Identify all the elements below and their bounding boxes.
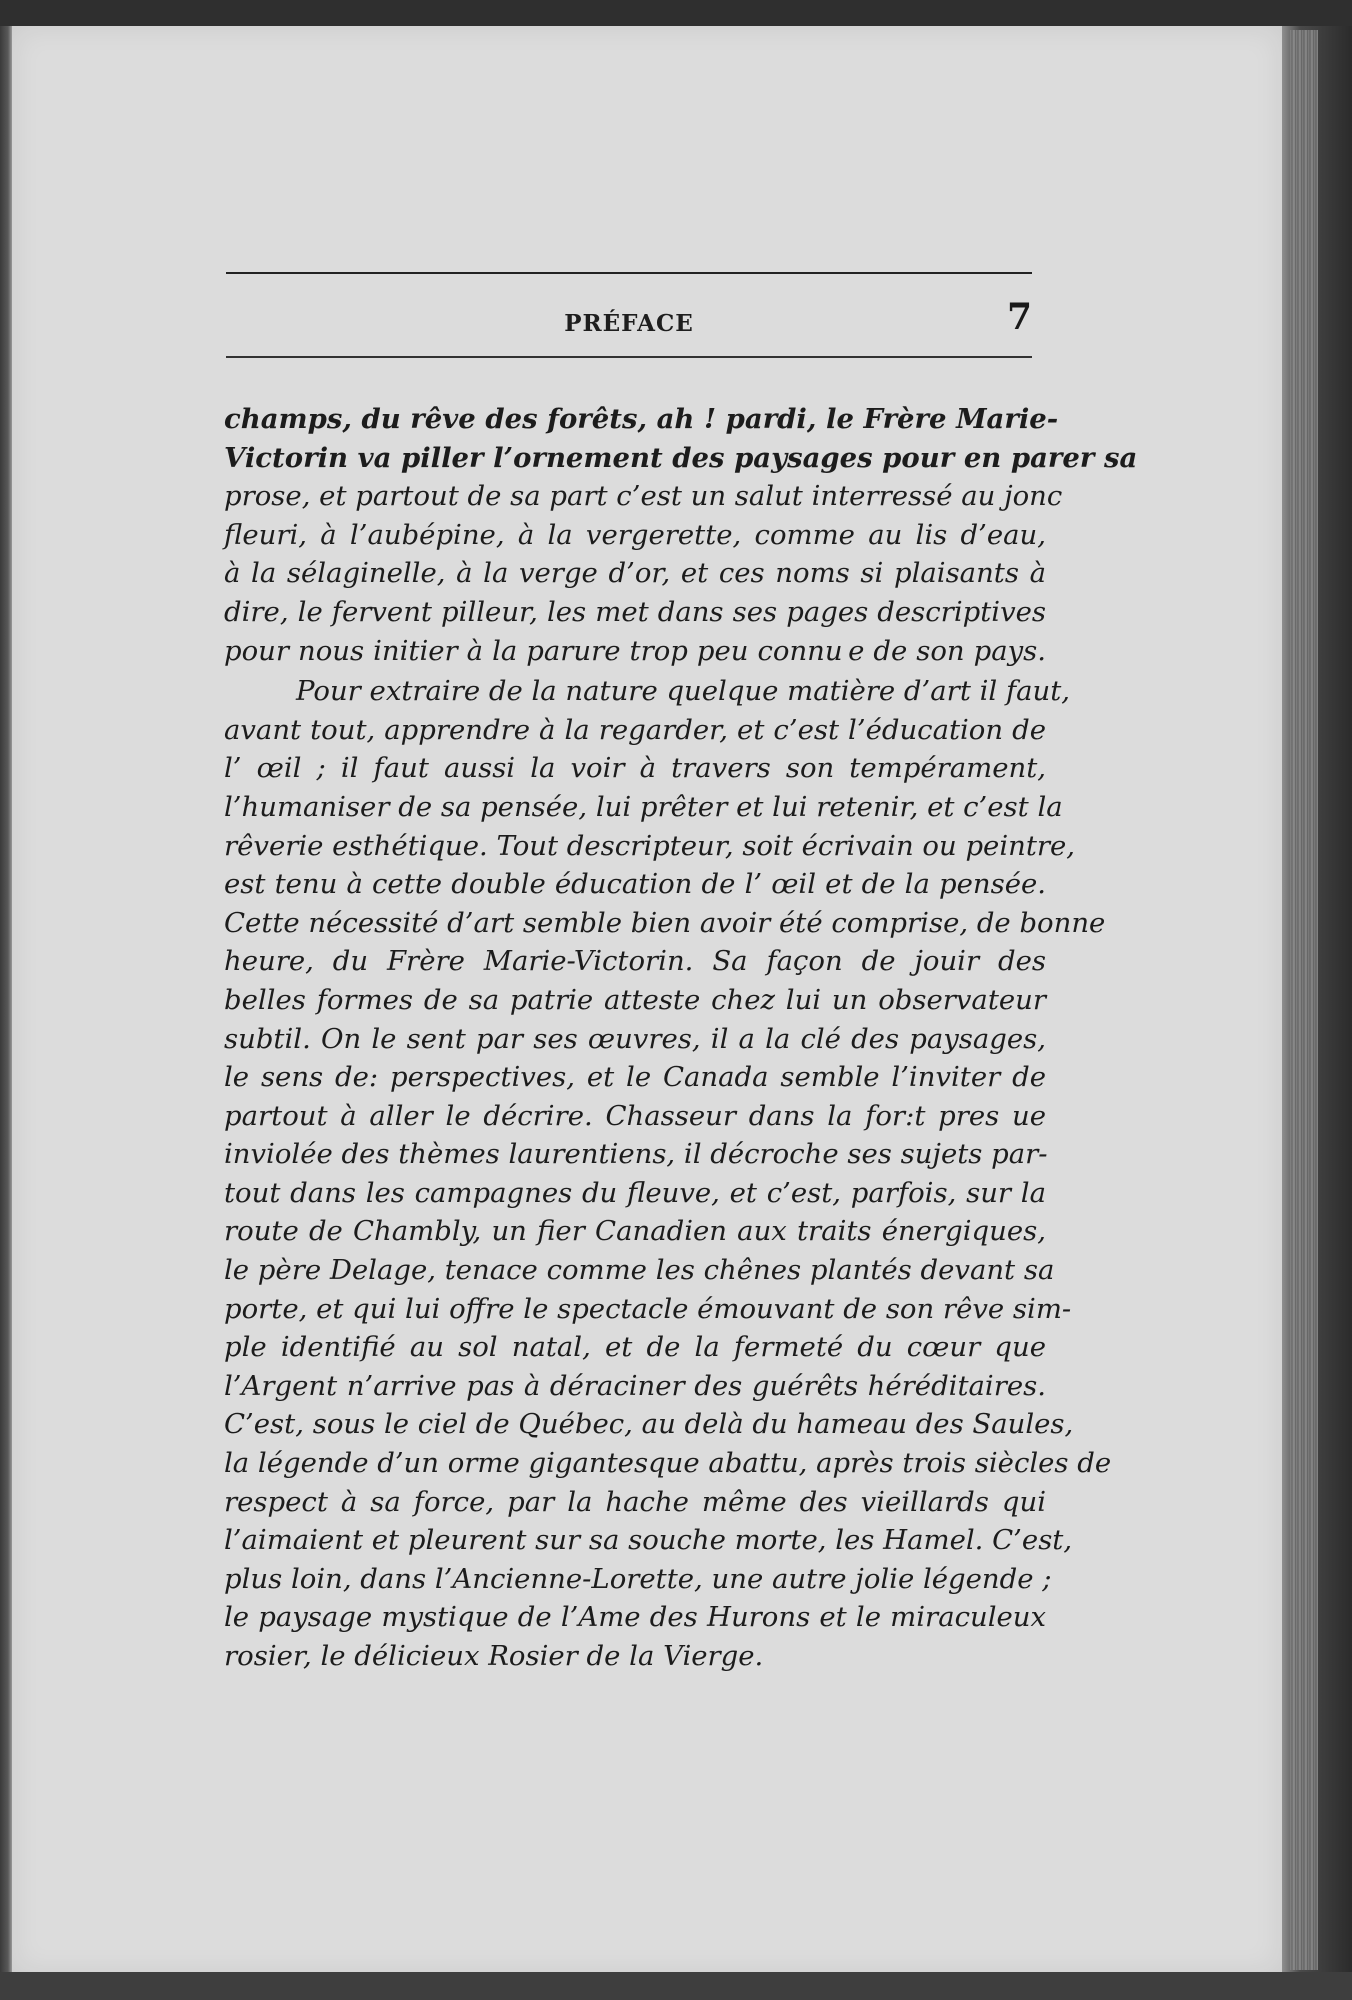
paragraph-1 (224, 400, 1138, 670)
text-line: Victorin va piller l’ornement des paysages pour en parer sa (224, 441, 1138, 474)
text-line: ple identifié au sol natal, et de la fermeté du cœur que (224, 1331, 1046, 1364)
page-number: 7 (1006, 296, 1032, 338)
running-head (226, 296, 1032, 346)
text-line: heure, du Frère Marie-Victorin. Sa façon de jouir des (224, 945, 1046, 978)
text-line: pour nous initier à la parure trop peu connu e de son pays. (224, 634, 1046, 667)
scan-bottom-border (0, 1972, 1352, 2000)
page-edge-shadow (1290, 30, 1318, 1970)
text-line: subtil. On le sent par ses œuvres, il a la clé des paysages, (224, 1022, 1046, 1055)
body-text (224, 400, 1138, 1676)
text-line: est tenu à cette double éducation de l’ œil et de la pensée. (224, 868, 1046, 901)
text-line: belles formes de sa patrie atteste chez lui un observateur (224, 983, 1046, 1016)
text-line: fleuri, à l’aubépine, à la vergerette, comme au lis d’eau, (224, 518, 1046, 551)
text-line: champs, du rêve des forêts, ah ! pardi, le Frère Marie- (224, 403, 1059, 435)
text-line: le sens de: perspectives, et le Canada semble l’inviter de (224, 1061, 1046, 1094)
text-line: plus loin, dans l’Ancienne-Lorette, une autre jolie légende ; (224, 1562, 1052, 1595)
text-line: inviolée des thèmes laurentiens, il décroche ses sujets par- (224, 1138, 1048, 1171)
text-line: C’est, sous le ciel de Québec, au delà du hameau des Saules, (224, 1408, 1074, 1441)
text-line: porte, et qui lui offre le spectacle émouvant de son rêve sim- (224, 1292, 1072, 1325)
text-line: l’ œil ; il faut aussi la voir à travers son tempérament, (224, 752, 1046, 785)
text-line: rosier, le délicieux Rosier de la Vierge. (224, 1640, 764, 1672)
text-line: l’humaniser de sa pensée, lui prêter et lui retenir, et c’est la (224, 790, 1063, 823)
text-line: rêverie esthétique. Tout descripteur, soit écrivain ou peintre, (224, 829, 1076, 862)
text-line: Pour extraire de la nature quelque matière d’art il faut, (296, 675, 1071, 708)
text-line: route de Chambly, un fier Canadien aux traits énergiques, (224, 1215, 1046, 1248)
text-line: partout à aller le décrire. Chasseur dans la for:t pres ue (224, 1099, 1046, 1132)
text-line: le paysage mystique de l’Ame des Hurons et le miraculeux (224, 1601, 1046, 1634)
text-line: le père Delage, tenace comme les chênes plantés devant sa (224, 1254, 1055, 1287)
scan-top-border (0, 0, 1352, 26)
text-line: la légende d’un orme gigantesque abattu, après trois siècles de (224, 1447, 1112, 1480)
paragraph-2 (224, 672, 1112, 1675)
text-line: avant tout, apprendre à la regarder, et c’est l’éducation de (224, 713, 1046, 746)
running-title: PRÉFACE (564, 310, 694, 337)
text-line: prose, et partout de sa part c’est un salut interressé au jonc (224, 480, 1063, 513)
text-line: dire, le fervent pilleur, les met dans ses pages descriptives (224, 595, 1046, 628)
header-rule-top (226, 272, 1032, 274)
text-line: l’Argent n’arrive pas à déraciner des guérêts héréditaires. (224, 1369, 1046, 1402)
text-line: respect à sa force, par la hache même des vieillards qui (224, 1485, 1046, 1518)
text-line: Cette nécessité d’art semble bien avoir été comprise, de bonne (224, 906, 1106, 939)
header-rule-bottom (226, 356, 1032, 358)
text-line: tout dans les campagnes du fleuve, et c’est, parfois, sur la (224, 1176, 1046, 1209)
text-line: l’aimaient et pleurent sur sa souche morte, les Hamel. C’est, (224, 1524, 1073, 1557)
text-line: à la sélaginelle, à la verge d’or, et ces noms si plaisants à (224, 557, 1046, 590)
